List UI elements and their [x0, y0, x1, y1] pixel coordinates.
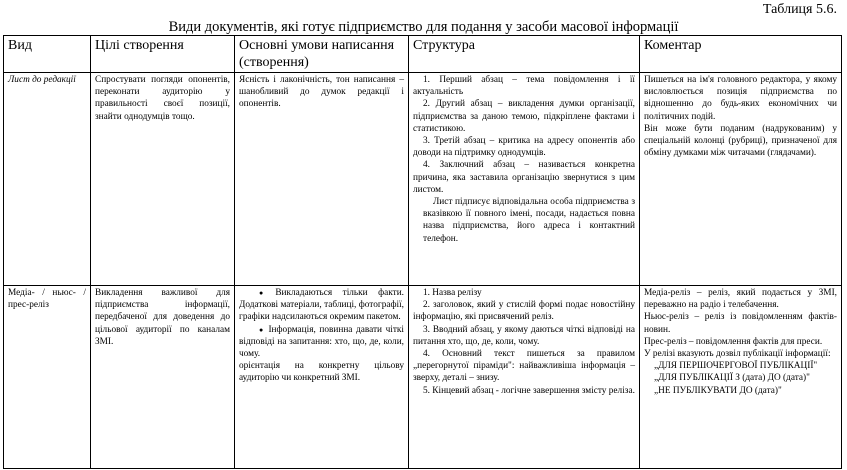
structure-item: 3. Вводний абзац, у якому даються чіткі відповіді на питання хто, що, де, коли, чому. [413, 324, 635, 347]
cell-goal: Спростувати погляди опонентів, переконати аудиторію у правильності своєї позиції, знайти однодумців тощо. [91, 73, 235, 286]
structure-item: 4. Заключний абзац – називається конкретна причина, яка заставила організацію звернутися з цим листом. [413, 160, 635, 195]
comment-paragraph: Ньюс-реліз – реліз із повідомленням фактів-новин. [644, 312, 837, 335]
publication-permission: „НЕ ПУБЛІКУВАТИ ДО (дата)" [654, 385, 782, 396]
cell-comment [640, 73, 842, 286]
structure-item: 4. Основний текст пишеться за правилом „перегорнутої піраміди": найважливіша інформація – зверху, деталі – знизу. [413, 349, 635, 384]
structure-item: 1. Перший абзац – тема повідомлення і її актуальність [413, 75, 635, 98]
comment-paragraph: Пишеться на ім'я головного редактора, у якому висловлюється позиція підприємства по відношенню до будь-яких економічних чи політичних подій. [644, 75, 837, 122]
publication-permission: „ДЛЯ ПЕРШОЧЕРГОВОЇ ПУБЛІКАЦІЇ" [654, 361, 818, 372]
table-number: Таблиця 5.6. [762, 2, 837, 17]
documents-table [3, 35, 842, 469]
structure-item: 3. Третій абзац – критика на адресу опонентів або доводи на підтримку однодумців. [413, 136, 635, 159]
cell-vid: Лист до редакції [4, 73, 91, 286]
cell-structure [409, 73, 640, 286]
header-conditions: Основні умови написання (створення) [235, 36, 409, 73]
header-vid: Вид [4, 36, 91, 73]
comment-paragraph: Прес-реліз – повідомлення фактів для преси. [644, 336, 823, 347]
publication-permission: „ДЛЯ ПУБЛІКАЦІЇ З (дата) ДО (дата)" [654, 373, 810, 384]
header-row [4, 36, 842, 73]
cell-structure [409, 286, 640, 469]
cell-comment [640, 286, 842, 469]
condition-item: орієнтація на конкретну цільову аудиторію чи конкретний ЗМІ. [239, 361, 404, 384]
structure-item: 1. Назва релізу [423, 288, 482, 298]
header-goal: Цілі створення [91, 36, 235, 73]
structure-signature: Лист підписує відповідальна особа підприємства з вказівкою її повного імені, посади, надається повна назва підприємства, його адреса і контактний телефон. [423, 197, 635, 244]
table-title: Види документів, які готує підприємство для подання у засоби масової інформації [168, 19, 679, 35]
condition-item: ● Інформація, повинна давати чіткі відповіді на запитання: хто, що, де, коли, чому. [239, 324, 404, 361]
structure-item: 2. заголовок, який у стислій формі подає новостійну інформацію, які присвячений реліз. [413, 300, 635, 323]
comment-paragraph: Він може бути поданим (надрукованим) у спеціальній колонці (рубриці), призначеної для обміну думками між читачами (глядачами). [644, 123, 837, 159]
table-row [4, 73, 842, 286]
table-row [4, 286, 842, 469]
cell-conditions [235, 286, 409, 469]
structure-item: 5. Кінцевий абзац - логічне завершення змісту реліза. [423, 385, 635, 396]
cell-vid: Медіа- / ньюс- / прес-реліз [4, 286, 91, 469]
cell-goal: Викладення важливої для підприємства інформації, передбаченої для доведення до цільової аудиторії по каналам ЗМІ. [91, 286, 235, 469]
comment-paragraph: У релізі вказують дозвіл публікації інформації: [644, 349, 831, 360]
condition-item: ● Викладаються тільки факти. Додаткові матеріали, таблиці, фотографії, графіки надсилаються окремим пакетом. [239, 287, 404, 324]
cell-conditions: Ясність і лаконічність, тон написання – шанобливий до думок редакції і опонентів. [235, 73, 409, 286]
comment-paragraph: Медіа-реліз – реліз, який подається у ЗМІ, переважно на радіо і телебачення. [644, 288, 837, 311]
header-structure: Структура [409, 36, 640, 73]
header-comment: Коментар [640, 36, 842, 73]
structure-item: 2. Другий абзац – викладення думки організації, підприємства за даною темою, підкріплене фактами і статистикою. [413, 99, 635, 134]
